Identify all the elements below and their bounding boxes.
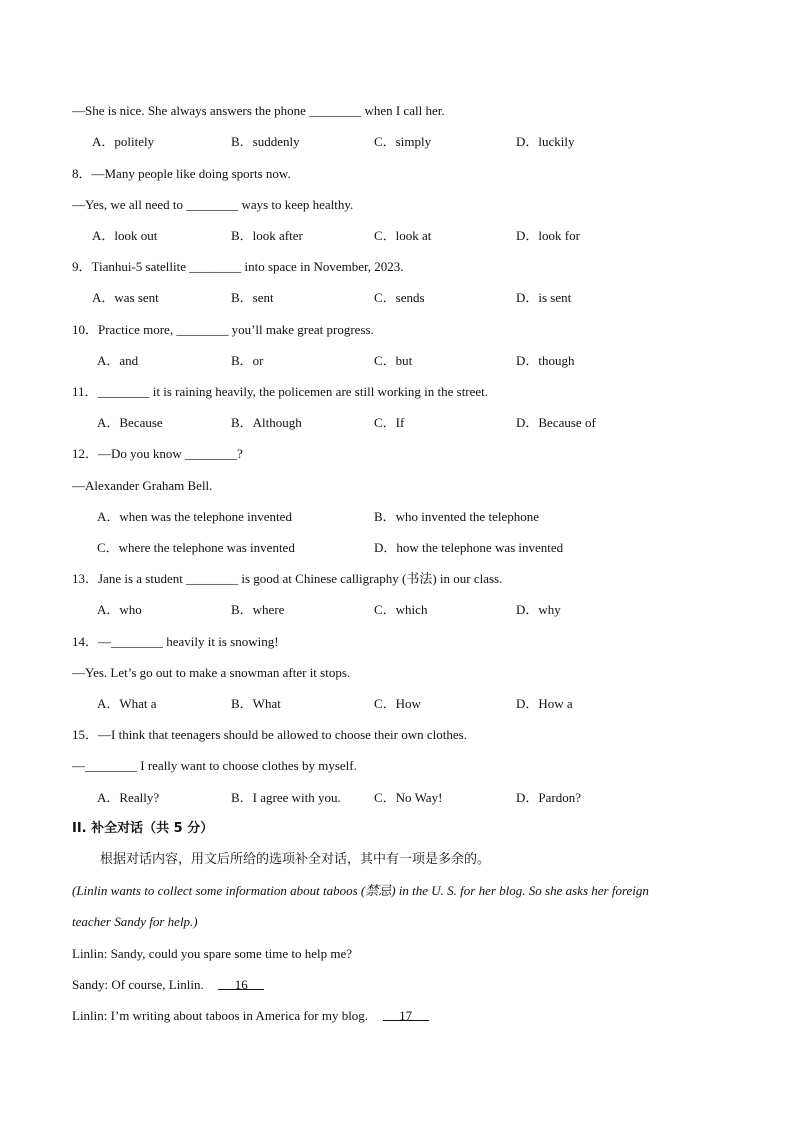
q12-stem: 12．—Do you know ________? (72, 446, 243, 461)
answer-blank-16[interactable]: 16 (218, 977, 264, 990)
q14-option-d: D．How a (516, 696, 573, 711)
q11-stem: 11．________ it is raining heavily, the policemen are still working in the street. (72, 384, 489, 399)
q7-options (0, 134, 794, 150)
q10-options (0, 353, 794, 369)
dialogue-line-3 (72, 1008, 429, 1024)
q11-option-d: D．Because of (516, 415, 596, 430)
dialogue-text: Linlin: I’m writing about taboos in America for my blog. (72, 1008, 369, 1023)
q13-option-d: D．why (516, 602, 561, 617)
q9-option-c: C．sends (374, 290, 425, 305)
q7-option-c: C．simply (374, 134, 432, 149)
q9-option-b: B．sent (231, 290, 274, 305)
q9-stem: 9．Tianhui-5 satellite ________ into space in November, 2023. (72, 259, 404, 274)
q15-option-d: D．Pardon? (516, 790, 581, 805)
q10-stem: 10．Practice more, ________ you’ll make great progress. (72, 322, 374, 337)
q14-option-b: B．What (231, 696, 281, 711)
q7-option-a: A．politely (92, 134, 155, 149)
dialogue-line-2 (72, 977, 264, 993)
q13-option-b: B．where (231, 602, 285, 617)
q9-options (0, 290, 794, 306)
q15-options (0, 790, 794, 806)
q14-options (0, 696, 794, 712)
q9-option-d: D．is sent (516, 290, 572, 305)
q14-option-a: A．What a (97, 696, 157, 711)
q8-option-a: A．look out (92, 228, 158, 243)
section2-context-line2: teacher Sandy for help.) (72, 914, 198, 929)
dialogue-text: Sandy: Of course, Linlin. (72, 977, 204, 992)
q10-option-c: C．but (374, 353, 413, 368)
q7-option-b: B．suddenly (231, 134, 300, 149)
q10-option-a: A．and (97, 353, 139, 368)
q8-option-d: D．look for (516, 228, 580, 243)
q12-option-a: A．when was the telephone invented (97, 509, 292, 524)
section2-instruction: 根据对话内容，用文后所给的选项补全对话，其中有一项是多余的。 (100, 852, 491, 867)
q7-stem: —She is nice. She always answers the phone ________ when I call her. (72, 103, 445, 118)
q11-option-b: B．Although (231, 415, 302, 430)
q13-option-a: A．who (97, 602, 142, 617)
q13-options (0, 602, 794, 618)
q8-option-b: B．look after (231, 228, 303, 243)
q15-option-c: C．No Way! (374, 790, 443, 805)
q11-option-c: C．If (374, 415, 405, 430)
q8-stem: 8．—Many people like doing sports now. (72, 166, 291, 181)
section2-heading: II. 补全对话（共 5 分） (72, 821, 214, 836)
q11-option-a: A．Because (97, 415, 163, 430)
q15-option-b: B．I agree with you. (231, 790, 341, 805)
q8-option-c: C．look at (374, 228, 432, 243)
q10-option-d: D．though (516, 353, 575, 368)
q12-option-d: D．how the telephone was invented (374, 540, 564, 555)
q14-option-c: C．How (374, 696, 421, 711)
q13-option-c: C．which (374, 602, 428, 617)
q7-option-d: D．luckily (516, 134, 575, 149)
q12-option-c: C．where the telephone was invented (97, 540, 295, 555)
answer-blank-17[interactable]: 17 (383, 1008, 429, 1021)
q14-line2: —Yes. Let’s go out to make a snowman after it stops. (72, 665, 351, 680)
q13-stem: 13．Jane is a student ________ is good at Chinese calligraphy (书法) in our class. (72, 571, 503, 586)
dialogue-text: Linlin: Sandy, could you spare some time to help me? (72, 946, 353, 961)
section2-context-line1: (Linlin wants to collect some information about taboos (禁忌) in the U. S. for her blog. So she asks her foreign (72, 883, 649, 898)
q15-line2: —________ I really want to choose clothes by myself. (72, 758, 357, 773)
q8-options (0, 228, 794, 244)
q9-option-a: A．was sent (92, 290, 159, 305)
q12-options-row1 (0, 509, 794, 525)
q12-line2: —Alexander Graham Bell. (72, 478, 213, 493)
dialogue-line-1 (72, 946, 352, 962)
q15-stem: 15．—I think that teenagers should be allowed to choose their own clothes. (72, 727, 467, 742)
q12-options-row2 (0, 540, 794, 556)
q12-option-b: B．who invented the telephone (374, 509, 539, 524)
q14-stem: 14．—________ heavily it is snowing! (72, 634, 279, 649)
q11-options (0, 415, 794, 431)
q15-option-a: A．Really? (97, 790, 160, 805)
q8-line2: —Yes, we all need to ________ ways to keep healthy. (72, 197, 354, 212)
q10-option-b: B．or (231, 353, 264, 368)
